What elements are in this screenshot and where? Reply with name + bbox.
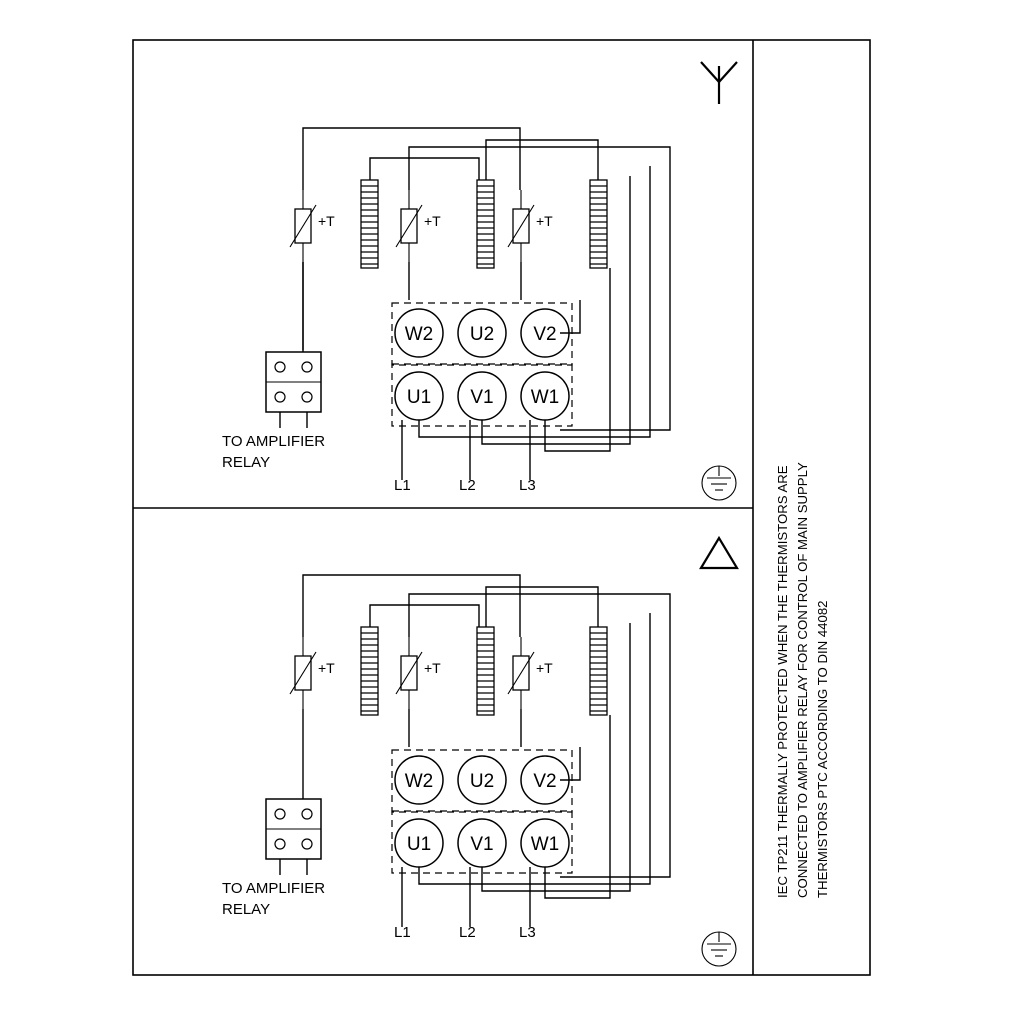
terminal-label-W1: W1 [530, 387, 560, 408]
terminal-label-W2: W2 [404, 324, 434, 345]
thermistor-1 [290, 190, 335, 262]
note-line-1: IEC TP211 THERMALLY PROTECTED WHEN THE THERMISTORS ARE [775, 465, 790, 898]
coil-winding-4 [361, 627, 378, 715]
thermistor-label-3: +T [536, 213, 553, 229]
amplifier-label-line1-2: TO AMPLIFIER [222, 880, 326, 897]
amplifier-label-line2: RELAY [222, 454, 271, 471]
panel-delta [222, 538, 737, 966]
thermistor-6 [508, 637, 553, 709]
thermistor-label-5: +T [424, 660, 441, 676]
terminal-label-V1-2: V1 [470, 834, 494, 855]
supply-jumper-c2 [545, 715, 610, 898]
terminal-label-U1: U1 [406, 387, 432, 408]
amplifier-terminal-block-2 [266, 799, 321, 875]
coil-winding-3 [590, 180, 607, 268]
terminal-label-U2-2: U2 [469, 771, 495, 792]
note-line-2: CONNECTED TO AMPLIFIER RELAY FOR CONTROL OF MAIN SUPPLY [795, 462, 810, 898]
thermistor-3 [508, 190, 553, 262]
supply-label-L3-2: L3 [519, 924, 536, 941]
supply-label-L2: L2 [459, 477, 476, 494]
terminal-label-U2: U2 [469, 324, 495, 345]
supply-label-L1: L1 [394, 477, 411, 494]
terminal-label-V2: V2 [533, 324, 557, 345]
terminal-label-W1-2: W1 [530, 834, 560, 855]
terminal-label-U1-2: U1 [406, 834, 432, 855]
coil-winding-2 [477, 180, 494, 268]
thermistor-label-4: +T [318, 660, 335, 676]
coil-winding-5 [477, 627, 494, 715]
terminal-label-V2-2: V2 [533, 771, 557, 792]
supply-jumper-c [545, 268, 610, 451]
supply-label-L3: L3 [519, 477, 536, 494]
earth-ground-icon [702, 466, 736, 500]
note-line-3: THERMISTORS PTC ACCORDING TO DIN 44082 [815, 600, 830, 898]
wye-symbol-icon [701, 62, 737, 104]
delta-symbol-icon [701, 538, 737, 568]
terminal-label-V1: V1 [470, 387, 494, 408]
thermistor-4 [290, 637, 335, 709]
coil-winding-1 [361, 180, 378, 268]
amplifier-label-line1: TO AMPLIFIER [222, 433, 326, 450]
thermistor-label-1: +T [318, 213, 335, 229]
coil-winding-6 [590, 627, 607, 715]
supply-label-L2-2: L2 [459, 924, 476, 941]
coil-link-top-b2 [486, 587, 598, 627]
terminal-label-W2-2: W2 [404, 771, 434, 792]
amplifier-label-line2-2: RELAY [222, 901, 271, 918]
coil-link-top-a [370, 158, 479, 180]
earth-ground-icon-2 [702, 932, 736, 966]
thermistor-5 [396, 637, 441, 709]
thermistor-label-2: +T [424, 213, 441, 229]
thermistor-label-6: +T [536, 660, 553, 676]
note-column [762, 40, 870, 975]
amplifier-terminal-block [266, 352, 321, 428]
coil-link-top-a2 [370, 605, 479, 627]
coil-link-top-b [486, 140, 598, 180]
supply-label-L1-2: L1 [394, 924, 411, 941]
thermistor-2 [396, 190, 441, 262]
panel-star [222, 62, 737, 500]
